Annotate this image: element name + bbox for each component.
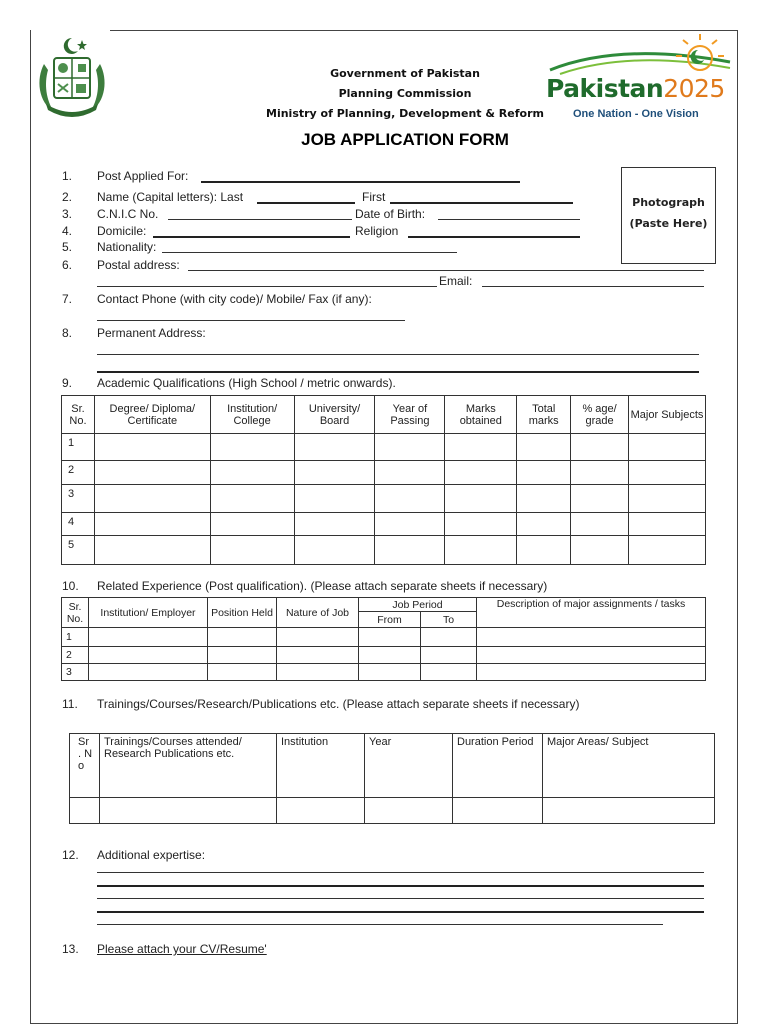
row-number: 2 xyxy=(62,647,89,664)
domicile-label: Domicile: xyxy=(97,224,147,238)
cell[interactable] xyxy=(294,513,375,536)
tr-col-title: Trainings/Courses attended/ Research Publications etc. xyxy=(100,734,277,798)
row-number: 4 xyxy=(62,513,95,536)
religion-label: Religion xyxy=(355,224,399,238)
row-number: 3 xyxy=(62,485,95,513)
tr-col-sr: Sr . N o xyxy=(70,734,100,798)
cell[interactable] xyxy=(359,628,421,647)
brand-tagline: One Nation - One Vision xyxy=(573,108,699,120)
brand-name-year: 2025 xyxy=(663,74,725,103)
cell[interactable] xyxy=(375,434,445,461)
dob-field[interactable] xyxy=(438,219,580,220)
cell[interactable] xyxy=(94,536,210,565)
cell[interactable] xyxy=(571,513,629,536)
row-number: 1 xyxy=(62,628,89,647)
item-number-2: 2. xyxy=(62,190,73,204)
cell[interactable] xyxy=(89,628,208,647)
cell[interactable] xyxy=(210,461,294,485)
cell[interactable] xyxy=(277,628,359,647)
item-number-11: 11. xyxy=(62,697,78,711)
exp-col-institution: Institution/ Employer xyxy=(89,598,208,628)
pakistan-2025-logo xyxy=(540,32,740,124)
exp-col-description: Description of major assignments / tasks xyxy=(477,598,706,628)
cell[interactable] xyxy=(517,536,571,565)
exp-col-nature: Nature of Job xyxy=(277,598,359,628)
cell[interactable] xyxy=(89,647,208,664)
item-number-10: 10. xyxy=(62,579,79,593)
academic-header-row xyxy=(62,396,706,434)
cell[interactable] xyxy=(210,536,294,565)
expertise-line-1[interactable] xyxy=(97,872,704,873)
cell[interactable] xyxy=(210,513,294,536)
cell[interactable] xyxy=(70,798,100,824)
trainings-table xyxy=(69,733,715,824)
col-subjects: Major Subjects xyxy=(629,396,706,434)
cell[interactable] xyxy=(421,647,477,664)
additional-expertise-label: Additional expertise: xyxy=(97,848,206,862)
cell[interactable] xyxy=(100,798,277,824)
col-marks: Marks obtained xyxy=(445,396,517,434)
cell[interactable] xyxy=(517,485,571,513)
cell[interactable] xyxy=(445,536,517,565)
table-row[interactable] xyxy=(62,513,706,536)
government-emblem-icon xyxy=(32,34,112,118)
cell[interactable] xyxy=(277,798,365,824)
photo-sublabel: (Paste Here) xyxy=(629,217,708,230)
item-number-3: 3. xyxy=(62,207,73,221)
item-number-13: 13. xyxy=(62,942,79,956)
item-number-6: 6. xyxy=(62,258,73,272)
item-number-4: 4. xyxy=(62,224,73,238)
post-applied-label: Post Applied For: xyxy=(97,169,189,183)
nationality-label: Nationality: xyxy=(97,240,157,254)
cell[interactable] xyxy=(477,628,706,647)
experience-table xyxy=(61,597,706,681)
table-row[interactable] xyxy=(62,628,706,647)
permanent-address-field[interactable] xyxy=(97,354,699,355)
cell[interactable] xyxy=(294,485,375,513)
postal-address-label: Postal address: xyxy=(97,258,180,272)
photo-label: Photograph xyxy=(632,196,705,209)
cell[interactable] xyxy=(277,647,359,664)
cell[interactable] xyxy=(294,461,375,485)
row-number: 2 xyxy=(62,461,95,485)
cell[interactable] xyxy=(477,647,706,664)
exp-col-sr: Sr. No. xyxy=(62,598,89,628)
email-field[interactable] xyxy=(482,286,704,287)
cell[interactable] xyxy=(477,664,706,681)
cnic-field[interactable] xyxy=(168,219,352,220)
cell[interactable] xyxy=(359,647,421,664)
cell[interactable] xyxy=(277,664,359,681)
email-label: Email: xyxy=(439,274,473,288)
cell[interactable] xyxy=(629,461,706,485)
cell[interactable] xyxy=(517,513,571,536)
cell[interactable] xyxy=(517,434,571,461)
tr-col-duration: Duration Period xyxy=(453,734,543,798)
trainings-heading: Trainings/Courses/Research/Publications etc. (Please attach separate sheets if necessary) xyxy=(97,697,580,711)
top-border xyxy=(110,30,738,31)
cell[interactable] xyxy=(94,461,210,485)
table-row[interactable] xyxy=(62,536,706,565)
table-row[interactable] xyxy=(70,798,715,824)
exp-col-from: From xyxy=(359,612,421,628)
exp-col-period: Job Period xyxy=(359,598,477,612)
cell[interactable] xyxy=(375,485,445,513)
col-institution: Institution/ College xyxy=(210,396,294,434)
table-row[interactable] xyxy=(62,461,706,485)
cell[interactable] xyxy=(629,513,706,536)
row-number: 1 xyxy=(62,434,95,461)
col-university: University/ Board xyxy=(294,396,375,434)
brand-name xyxy=(546,74,725,103)
header-ministry: Ministry of Planning, Development & Reform xyxy=(266,107,544,120)
cell[interactable] xyxy=(571,536,629,565)
cell[interactable] xyxy=(365,798,453,824)
cell[interactable] xyxy=(210,485,294,513)
exp-col-position: Position Held xyxy=(208,598,277,628)
academic-heading: Academic Qualifications (High School / metric onwards). xyxy=(97,376,396,390)
cell[interactable] xyxy=(294,536,375,565)
item-number-5: 5. xyxy=(62,240,73,254)
brand-name-main: Pakistan xyxy=(546,74,664,103)
cell[interactable] xyxy=(445,485,517,513)
table-row[interactable] xyxy=(62,664,706,681)
table-row[interactable] xyxy=(62,485,706,513)
expertise-line-2[interactable] xyxy=(97,885,704,887)
trainings-header-row xyxy=(70,734,715,798)
col-total: Total marks xyxy=(517,396,571,434)
permanent-address-field-2[interactable] xyxy=(97,371,699,373)
cell[interactable] xyxy=(571,461,629,485)
cell[interactable] xyxy=(208,647,277,664)
row-number: 3 xyxy=(62,664,89,681)
expertise-line-5[interactable] xyxy=(97,924,663,925)
row-number: 5 xyxy=(62,536,95,565)
attach-cv-note: Please attach your CV/Resume' xyxy=(97,942,267,956)
contact-phone-label: Contact Phone (with city code)/ Mobile/ Fax (if any): xyxy=(97,292,372,306)
postal-address-field-2[interactable] xyxy=(97,286,437,287)
cell[interactable] xyxy=(208,664,277,681)
table-row[interactable] xyxy=(62,647,706,664)
item-number-12: 12. xyxy=(62,848,79,862)
post-applied-field[interactable] xyxy=(201,181,520,183)
cell[interactable] xyxy=(359,664,421,681)
cell[interactable] xyxy=(629,485,706,513)
contact-phone-field[interactable] xyxy=(97,320,405,321)
academic-table xyxy=(61,395,706,565)
cnic-label: C.N.I.C No. xyxy=(97,207,159,221)
cell[interactable] xyxy=(375,461,445,485)
cell[interactable] xyxy=(208,628,277,647)
item-number-7: 7. xyxy=(62,292,73,306)
cell[interactable] xyxy=(210,434,294,461)
tr-col-areas: Major Areas/ Subject xyxy=(543,734,715,798)
tr-col-institution: Institution xyxy=(277,734,365,798)
cell[interactable] xyxy=(421,628,477,647)
cell[interactable] xyxy=(94,434,210,461)
item-number-1: 1. xyxy=(62,169,73,183)
cell[interactable] xyxy=(89,664,208,681)
cell[interactable] xyxy=(571,485,629,513)
item-number-9: 9. xyxy=(62,376,73,390)
nationality-field[interactable] xyxy=(162,252,457,253)
cell[interactable] xyxy=(294,434,375,461)
col-degree: Degree/ Diploma/ Certificate xyxy=(94,396,210,434)
col-year: Year of Passing xyxy=(375,396,445,434)
last-name-label: Name (Capital letters): Last xyxy=(97,190,244,204)
cell[interactable] xyxy=(517,461,571,485)
table-row[interactable] xyxy=(62,434,706,461)
cell[interactable] xyxy=(543,798,715,824)
dob-label: Date of Birth: xyxy=(355,207,426,221)
first-name-field[interactable] xyxy=(390,202,573,204)
header-commission: Planning Commission xyxy=(338,87,472,100)
experience-heading: Related Experience (Post qualification). (Please attach separate sheets if necessary) xyxy=(97,579,548,593)
photograph-box[interactable] xyxy=(621,167,716,264)
item-number-8: 8. xyxy=(62,326,73,340)
permanent-address-label: Permanent Address: xyxy=(97,326,206,340)
domicile-field[interactable] xyxy=(153,236,350,238)
exp-col-to: To xyxy=(421,612,477,628)
col-sr: Sr. No. xyxy=(62,396,95,434)
postal-address-field[interactable] xyxy=(188,270,704,271)
cell[interactable] xyxy=(94,513,210,536)
cell[interactable] xyxy=(445,434,517,461)
first-name-label: First xyxy=(362,190,386,204)
form-title: JOB APPLICATION FORM xyxy=(301,130,509,149)
tr-col-year: Year xyxy=(365,734,453,798)
cell[interactable] xyxy=(375,536,445,565)
cell[interactable] xyxy=(445,461,517,485)
expertise-line-3[interactable] xyxy=(97,898,704,899)
cell[interactable] xyxy=(629,434,706,461)
header-government: Government of Pakistan xyxy=(330,67,480,80)
cell[interactable] xyxy=(453,798,543,824)
last-name-field[interactable] xyxy=(257,202,355,204)
religion-field[interactable] xyxy=(408,236,580,238)
expertise-line-4[interactable] xyxy=(97,911,704,913)
cell[interactable] xyxy=(629,536,706,565)
col-grade: % age/ grade xyxy=(571,396,629,434)
cell[interactable] xyxy=(421,664,477,681)
cell[interactable] xyxy=(375,513,445,536)
cell[interactable] xyxy=(94,485,210,513)
cell[interactable] xyxy=(571,434,629,461)
cell[interactable] xyxy=(445,513,517,536)
